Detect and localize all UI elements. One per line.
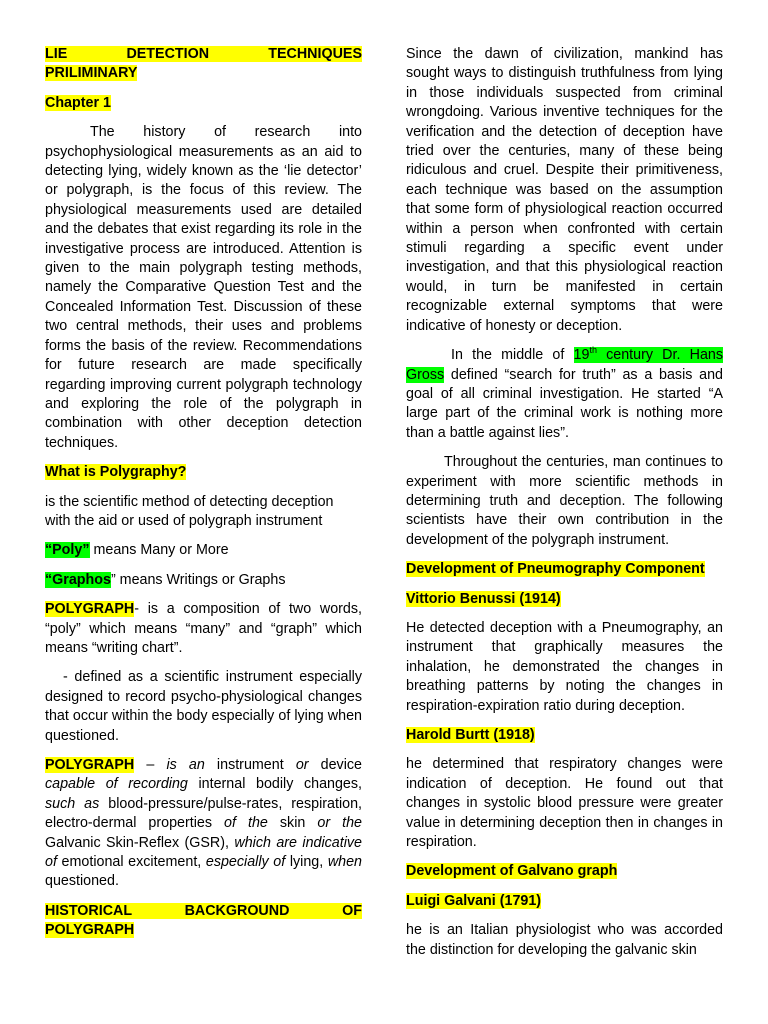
burtt-paragraph: he determined that respiratory changes were indication of deception. He found out that changes in systolic blood pressure were greater value in determining deception then in changes in respiration. xyxy=(406,756,723,851)
p2-part: questioned. xyxy=(45,873,119,890)
galvani-paragraph: he is an Italian physiologist who was accorded the distinction for developing the galvanic skin xyxy=(406,922,723,958)
doc-title-line1: LIE DETECTION TECHNIQUES xyxy=(45,46,362,62)
polygraph-term: POLYGRAPH xyxy=(45,601,135,618)
p2-part: such as xyxy=(45,795,100,812)
doc-title-line2: PRILIMINARY xyxy=(45,65,138,82)
graphos-meaning: ” means Writings or Graphs xyxy=(110,571,286,588)
benussi-paragraph: He detected deception with a Pneumography, an instrument that graphically measures the inhalation, he demonstrated the changes in breathing patterns by noting the changes in respiration-expiration ratio during deception. xyxy=(406,619,723,714)
historical-heading-line1: HISTORICAL BACKGROUND OF xyxy=(45,902,362,919)
gross-intro: In the middle of xyxy=(451,347,574,364)
p2-part: internal bodily changes, xyxy=(187,776,362,793)
p2-part: capable of recording xyxy=(45,776,188,793)
what-is-polygraphy-heading: What is Polygraphy? xyxy=(45,464,187,481)
polygraph-term-2: POLYGRAPH xyxy=(45,757,135,773)
chapter-heading: Chapter 1 xyxy=(45,94,111,111)
p2-part: device xyxy=(308,757,362,773)
historical-heading-line2: POLYGRAPH xyxy=(45,922,135,939)
p2-part: instrument xyxy=(204,757,296,773)
polygraph-composition-text: - is a composition of two words, “poly” which means “many” and “graph” which means “writing chart”. xyxy=(45,601,362,656)
polygraph-instrument-paragraph xyxy=(45,756,362,892)
graphos-term: “Graphos xyxy=(45,571,111,588)
poly-meaning: means Many or More xyxy=(89,542,229,559)
intro-paragraph: The history of research into psychophysiological measurements as an aid to detecting lying, widely known as the ‘lie detector’ or polygraph, is the focus of this review. The physiological measurements used are detailed and the debates that exist regarding its role in the investigative process are introduced. Attention is given to the main polygraph testing methods, namely the Comparative Question Test and the Concealed Information Test. Discussion of these two central methods, their uses and problems forms the basis of the review. Recommendations for future research are made specifically regarding improving current polygraph technology and exploring the role of the polygraph in combination with other deception detection techniques. xyxy=(45,124,362,451)
poly-definition xyxy=(45,541,362,560)
civilization-paragraph: Since the dawn of civilization, mankind has sought ways to distinguish truthfulness from lying in those individuals suspected from criminal wrongdoing. Various inventive techniques for the verification and the detection of deception have tried over the centuries, many of these being ridiculous and cruel. Despite their primitiveness, each technique was based on the assumption that some form of physiological reaction occurred within a person when confronted with certain stimuli regarding a specific event under investigation, and that this physiological reaction would, in turn be manifested in certain recognizable external symptoms that were indicative of honesty or deception. xyxy=(406,46,723,334)
p2-part: lying, xyxy=(285,854,328,871)
pneumography-heading: Development of Pneumography Component xyxy=(406,561,705,578)
hans-gross-paragraph xyxy=(406,346,723,443)
benussi-heading: Vittorio Benussi (1914) xyxy=(406,590,561,607)
polygraph-defined: - defined as a scientific instrument especially designed to record psycho-physiological changes that occur within the body especially of lying when questioned. xyxy=(45,669,362,744)
centuries-paragraph: Throughout the centuries, man continues to experiment with more scientific methods in determining truth and deception. The following scientists have their own contribution in the development of the polygraph instrument. xyxy=(406,454,723,548)
graphos-definition xyxy=(45,571,362,590)
p2-part: especially of xyxy=(205,854,286,871)
p2-part: or the xyxy=(317,815,362,832)
p2-part: Galvanic Skin-Reflex (GSR), xyxy=(45,834,235,851)
polygraphy-definition: is the scientific method of detecting deception with the aid or used of polygraph instrument xyxy=(45,493,334,529)
p2-part: when xyxy=(327,854,362,871)
galvano-heading: Development of Galvano graph xyxy=(406,863,618,880)
p2-part: of the xyxy=(224,815,268,832)
gross-rest: defined “search for truth” as a basis and goal of all criminal investigation. He started “A large part of the criminal work is nothing more than a battle against lies”. xyxy=(406,366,723,441)
right-column xyxy=(406,45,723,970)
poly-term: “Poly” xyxy=(45,542,90,559)
p2-part: blood-pressure/pulse-rates, respiration, electro-dermal properties xyxy=(45,795,362,832)
p2-part: or xyxy=(295,757,309,773)
burtt-heading: Harold Burtt (1918) xyxy=(406,727,535,743)
polygraph-composition xyxy=(45,600,362,658)
galvani-heading: Luigi Galvani (1791) xyxy=(406,892,542,909)
p2-part: is an xyxy=(166,757,205,773)
p2-part: which are indicative of xyxy=(45,834,362,871)
left-column xyxy=(45,45,362,951)
p2-part: – xyxy=(134,757,167,773)
p2-part: emotional excitement, xyxy=(56,854,206,871)
gross-highlight: 19th century Dr. Hans Gross xyxy=(406,345,723,383)
p2-part: skin xyxy=(267,815,318,832)
